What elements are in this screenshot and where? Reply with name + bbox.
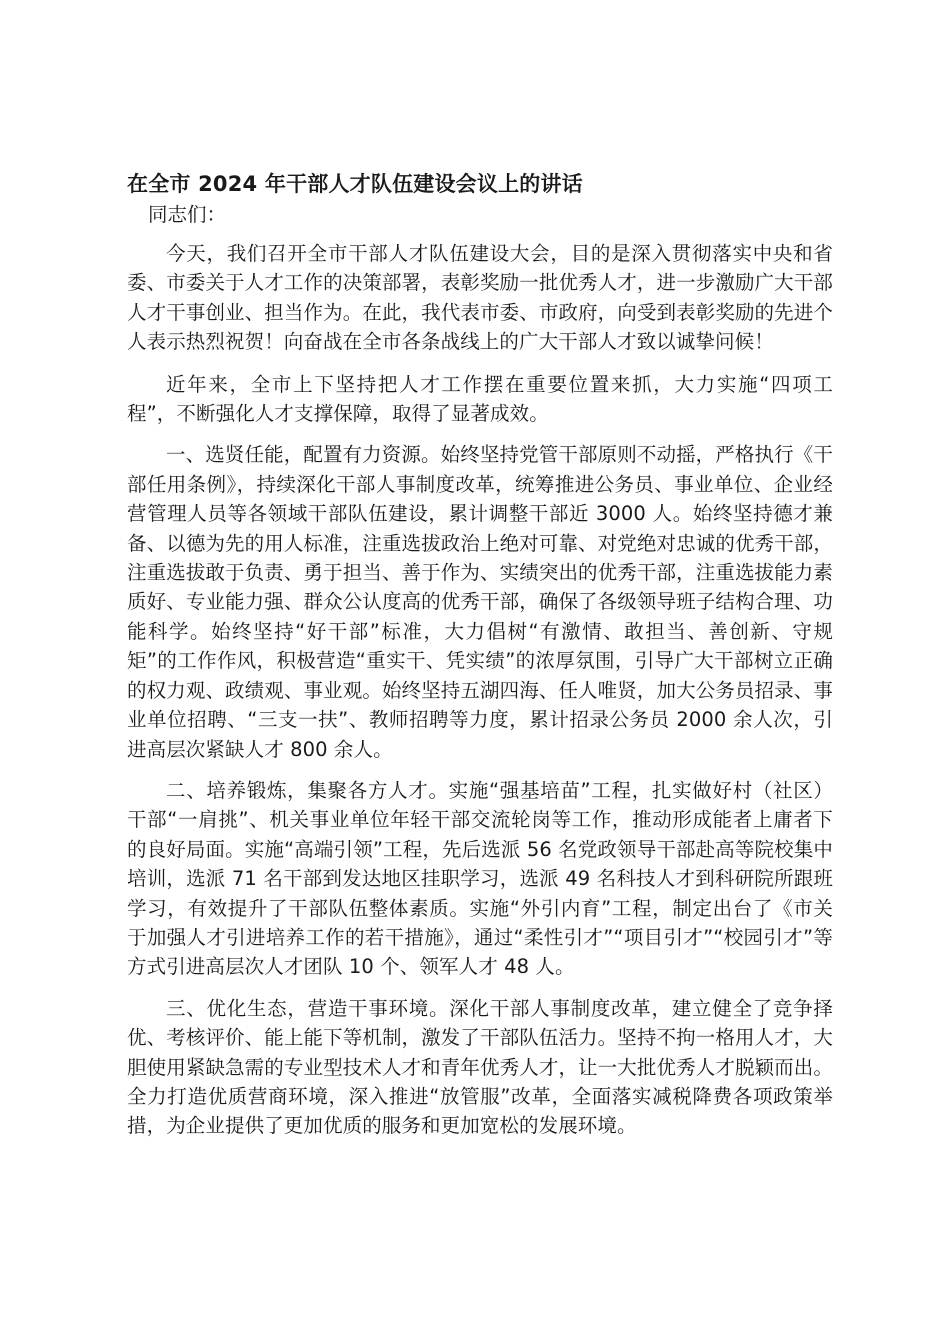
paragraph-overview: 近年来，全市上下坚持把人才工作摆在重要位置来抓，大力实施“四项工程”，不断强化人才支撑保障，取得了显著成效。	[127, 372, 833, 426]
document-page	[127, 168, 833, 1141]
paragraph-section-two: 二、培养锻炼，集聚各方人才。实施“强基培苗”工程，扎实做好村（社区）干部“一肩挑”、机关事业单位年轻干部交流轮岗等工作，推动形成能者上庸者下的良好局面。实施“高端引领”工程，先后选派 56 名党政领导干部赴高等院校集中培训，选派 71 名干部到发达地区挂职学习，选派 49 名科技人才到科研院所跟班学习，有效提升了干部队伍整体素质。实施“外引内育”工程，制定出台了《市关于加强人才引进培养工作的若干措施》，通过“柔性引才”“项目引才”“校园引才”等方式引进高层次人才团队 10 个、领军人才 48 人。	[127, 778, 833, 979]
salutation: 同志们：	[148, 203, 227, 226]
document-title: 在全市 2024 年干部人才队伍建设会议上的讲话	[127, 172, 583, 196]
paragraph-section-one: 一、选贤任能，配置有力资源。始终坚持党管干部原则不动摇，严格执行《干部任用条例》，持续深化干部人事制度改革，统筹推进公务员、事业单位、企业经营管理人员等各领域干部队伍建设，累计调整干部近 3000 人。始终坚持德才兼备、以德为先的用人标准，注重选拔政治上绝对可靠、对党绝对忠诚的优秀干部，注重选拔敢于负责、勇于担当、善于作为、实绩突出的优秀干部，注重选拔能力素质好、专业能力强、群众公认度高的优秀干部，确保了各级领导班子结构合理、功能科学。始终坚持“好干部”标准，大力倡树“有激情、敢担当、善创新、守规矩”的工作作风，积极营造“重实干、凭实绩”的浓厚氛围，引导广大干部树立正确的权力观、政绩观、事业观。始终坚持五湖四海、任人唯贤，加大公务员招录、事业单位招聘、“三支一扶”、教师招聘等力度，累计招录公务员 2000 余人次，引进高层次紧缺人才 800 余人。	[127, 443, 833, 761]
paragraph-section-three: 三、优化生态，营造干事环境。深化干部人事制度改革，建立健全了竞争择优、考核评价、能上能下等机制，激发了干部队伍活力。坚持不拘一格用人才，大胆使用紧缺急需的专业型技术人才和青年优秀人才，让一大批优秀人才脱颖而出。全力打造优质营商环境，深入推进“放管服”改革，全面落实减税降费各项政策举措，为企业提供了更加优质的服务和更加宽松的发展环境。	[127, 996, 833, 1138]
paragraph-opening: 今天，我们召开全市干部人才队伍建设大会，目的是深入贯彻落实中央和省委、市委关于人才工作的决策部署，表彰奖励一批优秀人才，进一步激励广大干部人才干事创业、担当作为。在此，我代表市委、市政府，向受到表彰奖励的先进个人表示热烈祝贺！向奋战在全市各条战线上的广大干部人才致以诚挚问候！	[127, 242, 833, 354]
